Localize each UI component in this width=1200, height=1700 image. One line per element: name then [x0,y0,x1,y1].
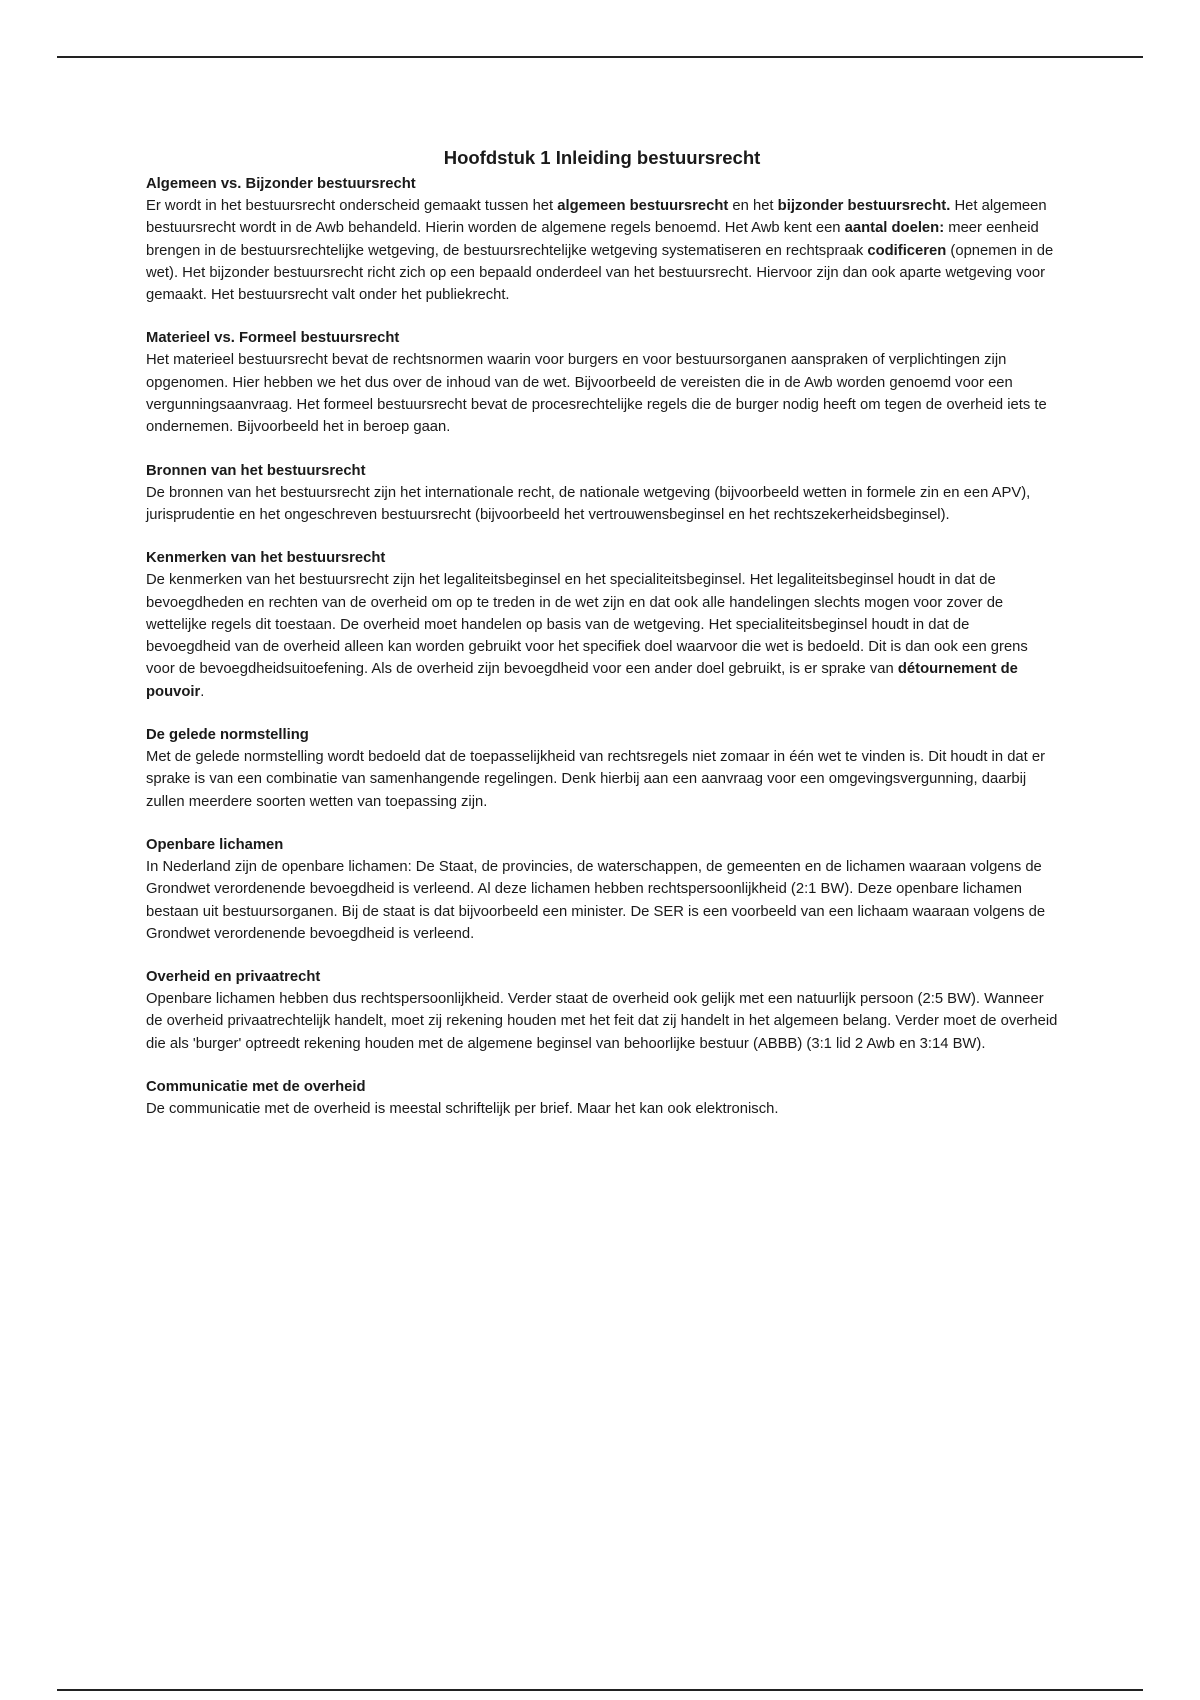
bold-term: algemeen bestuursrecht [557,198,729,214]
bold-term: bijzonder bestuursrecht. [777,198,951,214]
body-text: De communicatie met de overheid is meestal schriftelijk per brief. Maar het kan ook elektronisch. [146,1101,779,1118]
body-text: In Nederland zijn de openbare lichamen: De Staat, de provincies, de waterschappen, de gemeenten en de lichamen waaraan volgens de Grondwet verordenende bevoegdheid is verleend. Al deze lichamen hebben rechtspersoonlijkheid (2:1 BW). Deze openbare lichamen bestaan uit bestuursorganen. Bij de staat is dat bijvoorbeeld een minister. De SER is een voorbeeld van een lichaam waaraan volgens de Grondwet verordenende bevoegdheid is verleend. [146,858,1046,942]
body-text: meer eenheid brengen in de bestuursrechtelijke wetgeving, de bestuursrechtelijke wetgeving systematiseren en rechtspraak [146,220,1039,259]
section [146,1077,1058,1120]
document-page [146,146,1058,1142]
section-body [146,569,1058,703]
section [146,548,1058,703]
bold-term: détournement de pouvoir [146,661,1018,700]
section-heading: Kenmerken van het bestuursrecht [146,550,386,567]
body-text: Openbare lichamen hebben dus rechtspersoonlijkheid. Verder staat de overheid ook gelijk met een natuurlijk persoon (2:5 BW). Wanneer de overheid privaatrechtelijk handelt, moet zij rekening houden met het feit dat zij handelt in het algemeen belang. Verder moet de overheid die als 'burger' optreedt rekening houden met de algemene beginsel van behoorlijke bestuur (ABBB) (3:1 lid 2 Awb en 3:14 BW). [146,991,1058,1052]
section-body [146,482,1058,527]
section-body [146,746,1058,813]
section-heading: Algemeen vs. Bijzonder bestuursrecht [146,176,416,192]
section-body [146,349,1058,438]
bold-term: codificeren [867,242,947,259]
section-heading: Communicatie met de overheid [146,1079,366,1096]
section [146,725,1058,813]
section [146,835,1058,945]
section-body [146,1098,1058,1120]
section-body [146,856,1058,945]
body-text: Het algemeen bestuursrecht wordt in de Awb behandeld. Hierin worden de algemene regels benoemd. Het Awb kent een [146,198,1047,237]
body-text: . [200,683,205,700]
footer-rule [57,1689,1143,1691]
sections-container [146,174,1058,1120]
section-heading: Bronnen van het bestuursrecht [146,462,366,479]
body-text: Er wordt in het bestuursrecht onderscheid gemaakt tussen het [146,198,558,214]
section [146,967,1058,1055]
section [146,461,1058,527]
section [146,174,1058,306]
body-text: De bronnen van het bestuursrecht zijn het internationale recht, de nationale wetgeving (bijvoorbeeld wetten in formele zin en een APV), jurisprudentie en het ongeschreven bestuursrecht (bijvoorbeeld het vertrouwensbeginsel en het rechtszekerheidsbeginsel). [146,484,1031,523]
section-body [146,988,1058,1055]
section-heading: De gelede normstelling [146,727,309,744]
header-rule [57,56,1143,58]
body-text: Het materieel bestuursrecht bevat de rechtsnormen waarin voor burgers en voor bestuursorganen aanspraken of verplichtingen zijn opgenomen. Hier hebben we het dus over de inhoud van de wet. Bijvoorbeeld de vereisten die in de Awb worden genoemd voor een vergunningsaanvraag. Het formeel bestuursrecht bevat de procesrechtelijke regels die de burger nodig heeft om tegen de overheid iets te ondernemen. Bijvoorbeeld het in beroep gaan. [146,352,1047,436]
bold-term: aantal doelen: [844,220,945,237]
section-heading: Overheid en privaatrecht [146,969,321,986]
section-heading: Materieel vs. Formeel bestuursrecht [146,330,400,347]
body-text: en het [728,198,778,214]
body-text: Met de gelede normstelling wordt bedoeld dat de toepasselijkheid van rechtsregels niet zomaar in één wet te vinden is. Dit houdt in dat er sprake is van een combinatie van samenhangende regelingen. Denk hierbij aan een aanvraag voor een omgevingsvergunning, daarbij zullen meerdere soorten wetten van toepassing zijn. [146,749,1046,810]
section [146,328,1058,438]
section-body [146,195,1058,306]
page-title: Hoofdstuk 1 Inleiding bestuursrecht [443,147,761,168]
body-text: (opnemen in de wet). Het bijzonder bestuursrecht richt zich op een bepaald onderdeel van het bestuursrecht. Hiervoor zijn dan ook aparte wetgeving voor gemaakt. Het bestuursrecht valt onder het publiekrecht. [146,242,1054,304]
section-heading: Openbare lichamen [146,836,284,853]
body-text: De kenmerken van het bestuursrecht zijn het legaliteitsbeginsel en het specialiteitsbeginsel. Het legaliteitsbeginsel houdt in dat de bevoegdheden en rechten van de overheid om op te treden in de wet zijn en dat ook alle handelingen slechts mogen voor zover de wettelijke regels dit toestaan. De overheid moet handelen op basis van de wetgeving. Het specialiteitsbeginsel houdt in dat de bevoegdheid van de overheid alleen kan worden gebruikt voor het specifiek doel waarvoor die wet is bedoeld. Dit is dan ook een grens voor de bevoegdheidsuitoefening. Als de overheid zijn bevoegdheid voor een ander doel gebruikt, is er sprake van [146,572,1028,678]
